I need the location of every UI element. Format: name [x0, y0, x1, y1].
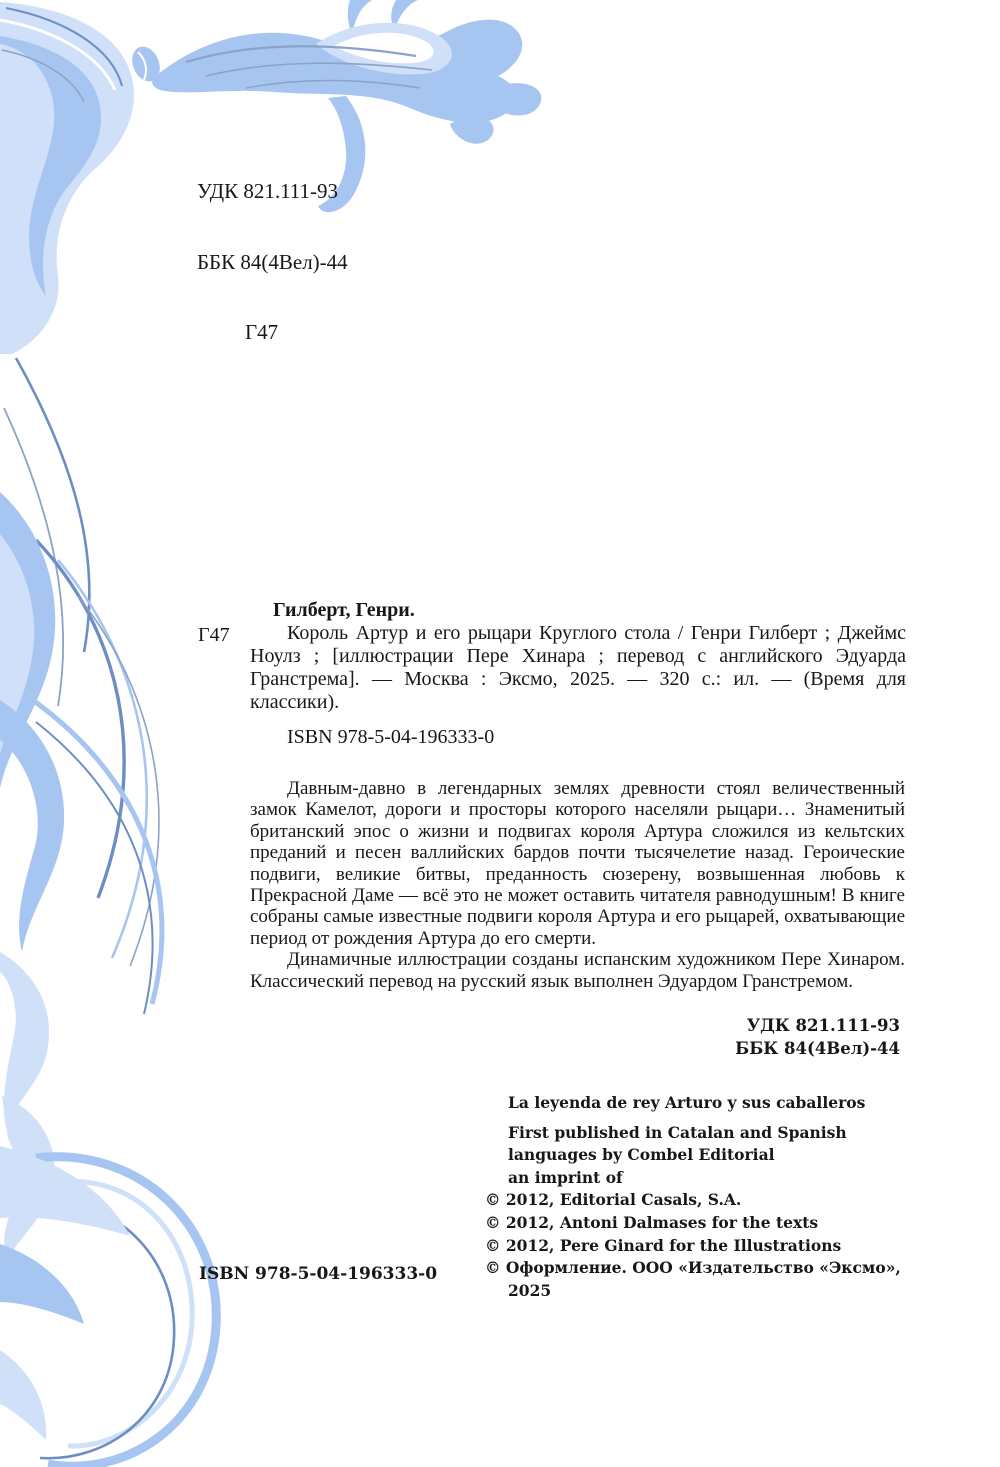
author-sign-code: Г47	[245, 320, 279, 344]
flourish-left-middle	[0, 492, 162, 1128]
credits-block	[485, 1092, 909, 1302]
catalog-description: Король Артур и его рыцари Круглого стола / Генри Гилберт ; Джеймс Ноулз ; [иллюстрации Пере Хинара ; перевод с английского Эдуарда Гранстрема]. — Москва : Эксмо, 2025. — 320 с.: ил. — (Время для классики).	[250, 622, 906, 713]
copyright-line: © 2012, Editorial Casals, S.A.	[485, 1190, 742, 1210]
bbk-code: ББК 84(4Вел)-44	[197, 249, 348, 274]
udk-code: УДК 821.111-93	[197, 179, 339, 203]
publication-line: languages by Combel Editorial	[508, 1145, 775, 1165]
copyright-line: © 2012, Antoni Dalmases for the texts	[485, 1212, 819, 1232]
flourish-top-left-corner	[0, 2, 165, 354]
publication-line: First published in Catalan and Spanish	[508, 1122, 847, 1142]
catalog-entry	[198, 599, 906, 749]
annotation-paragraph-1: Давным-давно в легендарных землях древности стоял величественный замок Камелот, дороги и просторы которого населяли рыцари… Знаменитый британский эпос о жизни и подвигах короля Артура сложился из кельтских преданий и песен валлийских бардов почти тысячелетие назад. Героические подвиги, великие битвы, преданность сюзерену, возвышенная любовь к Прекрасной Даме — всё это не может оставить читателя равнодушным! В книге собраны самые известные подвиги короля Артура и его рыцарей, охватывающие период от рождения Артура до его смерти.	[250, 778, 905, 949]
annotation-paragraph-2: Динамичные иллюстрации созданы испанским художником Пере Хинаром. Классический перевод на русский язык выполнен Эдуардом Гранстремом.	[250, 949, 905, 992]
top-classification-block	[197, 133, 348, 368]
catalog-code: Г47	[198, 624, 230, 646]
copyright-line: © 2012, Pere Ginard for the Illustrations	[485, 1235, 842, 1255]
bbk-code-right: ББК 84(4Вел)-44	[735, 1039, 900, 1058]
original-title: La leyenda de rey Arturo y sus caballeros	[508, 1093, 866, 1112]
catalog-isbn: ISBN 978-5-04-196333-0	[287, 726, 495, 748]
classification-codes-right	[735, 1014, 900, 1060]
isbn-bottom: ISBN 978-5-04-196333-0	[199, 1264, 438, 1284]
copyright-line: © Оформление. ООО «Издательство «Эксмо», 2025	[485, 1258, 901, 1300]
flourish-bottom-left	[0, 1096, 216, 1466]
udk-code-right: УДК 821.111-93	[746, 1016, 900, 1035]
publication-line: an imprint of	[508, 1167, 623, 1187]
annotation-block	[250, 778, 905, 992]
catalog-author: Гилберт, Генри.	[273, 599, 415, 621]
